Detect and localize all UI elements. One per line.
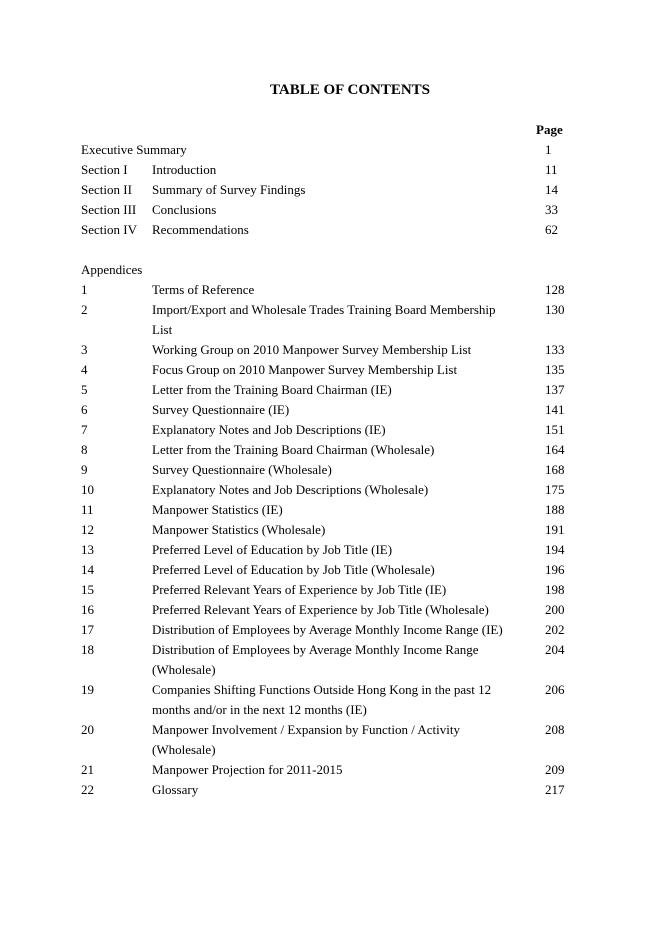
toc-list xyxy=(81,140,581,800)
toc-entry-label: 9 xyxy=(81,462,88,477)
toc-entry-page: 204 xyxy=(545,642,565,657)
toc-entry-appendix xyxy=(81,760,581,780)
toc-entry-appendix xyxy=(81,720,581,760)
toc-entry-page: 200 xyxy=(545,602,565,617)
toc-entry-appendix xyxy=(81,540,581,560)
toc-entry-page: 208 xyxy=(545,722,565,737)
toc-entry-title: Glossary xyxy=(152,782,199,797)
toc-entry-page: 206 xyxy=(545,682,565,697)
toc-entry-label: 2 xyxy=(81,302,88,317)
toc-entry-page: 175 xyxy=(545,482,565,497)
toc-entry-title: Manpower Statistics (IE) xyxy=(152,502,283,517)
toc-entry-label: 11 xyxy=(81,502,94,517)
toc-entry-page: 196 xyxy=(545,562,565,577)
toc-entry-appendix xyxy=(81,680,581,720)
toc-entry-label: 15 xyxy=(81,582,94,597)
toc-entry-page: 133 xyxy=(545,342,565,357)
toc-entry-page: 130 xyxy=(545,302,565,317)
toc-entry-appendix xyxy=(81,280,581,300)
toc-entry-page: 137 xyxy=(545,382,565,397)
toc-entry-label: 22 xyxy=(81,782,94,797)
toc-entry-label: 13 xyxy=(81,542,94,557)
toc-entry-label: 21 xyxy=(81,762,94,777)
toc-entry-appendix xyxy=(81,420,581,440)
toc-entry-page: 191 xyxy=(545,522,565,537)
toc-entry-label: 8 xyxy=(81,442,88,457)
toc-entry-appendix xyxy=(81,560,581,580)
toc-entry-appendix xyxy=(81,780,581,800)
toc-entry-label: Executive Summary xyxy=(81,142,187,157)
toc-entry-label: 1 xyxy=(81,282,88,297)
toc-entry-label: 3 xyxy=(81,342,88,357)
toc-entry-appendix xyxy=(81,520,581,540)
toc-entry-appendix xyxy=(81,360,581,380)
toc-entry-appendix xyxy=(81,580,581,600)
toc-entry-section xyxy=(81,180,581,200)
toc-entry-title: Preferred Relevant Years of Experience by Job Title (IE) xyxy=(152,582,447,597)
toc-entry-label: 19 xyxy=(81,682,94,697)
toc-entry-page: 209 xyxy=(545,762,565,777)
toc-entry-title: Distribution of Employees by Average Monthly Income Range (IE) xyxy=(152,622,503,637)
toc-entry-page: 62 xyxy=(545,222,558,237)
toc-entry-page: 217 xyxy=(545,782,565,797)
toc-entry-appendix xyxy=(81,620,581,640)
toc-entry-title: Explanatory Notes and Job Descriptions (Wholesale) xyxy=(152,482,429,497)
toc-entry-page: 202 xyxy=(545,622,565,637)
toc-entry-page: 33 xyxy=(545,202,558,217)
toc-entry-label: Section III xyxy=(81,202,137,217)
toc-entry-appendix xyxy=(81,460,581,480)
toc-entry-title: Survey Questionnaire (IE) xyxy=(152,402,290,417)
toc-entry-label: Section I xyxy=(81,162,128,177)
toc-entry-title: Conclusions xyxy=(152,202,217,217)
toc-entry-title: Letter from the Training Board Chairman (Wholesale) xyxy=(152,442,435,457)
toc-entry-page: 164 xyxy=(545,442,565,457)
toc-entry-label: 17 xyxy=(81,622,94,637)
toc-entry-page: 194 xyxy=(545,542,565,557)
toc-entry-page: 128 xyxy=(545,282,565,297)
toc-entry-title: Preferred Level of Education by Job Title (Wholesale) xyxy=(152,562,435,577)
toc-entry-title: Distribution of Employees by Average Monthly Income Range (Wholesale) xyxy=(152,642,479,677)
toc-entry-title: Introduction xyxy=(152,162,217,177)
toc-entry-page: 151 xyxy=(545,422,565,437)
toc-entry-title: Preferred Level of Education by Job Title (IE) xyxy=(152,542,393,557)
toc-entry-title: Summary of Survey Findings xyxy=(152,182,306,197)
toc-entry-title: Working Group on 2010 Manpower Survey Membership List xyxy=(152,342,472,357)
toc-entry-section xyxy=(81,200,581,220)
toc-entry-label: 18 xyxy=(81,642,94,657)
toc-entry-page: 14 xyxy=(545,182,558,197)
toc-entry-page: 141 xyxy=(545,402,565,417)
toc-entry-page: 135 xyxy=(545,362,565,377)
spacer xyxy=(81,240,581,260)
toc-entry-executive-summary xyxy=(81,140,581,160)
toc-entry-title: Import/Export and Wholesale Trades Training Board Membership List xyxy=(152,302,496,337)
toc-entry-title: Focus Group on 2010 Manpower Survey Membership List xyxy=(152,362,458,377)
toc-entry-label: 20 xyxy=(81,722,94,737)
page-column-header: Page xyxy=(536,122,563,137)
toc-entry-section xyxy=(81,220,581,240)
toc-entry-section xyxy=(81,160,581,180)
toc-entry-label: 4 xyxy=(81,362,88,377)
toc-entry-appendix xyxy=(81,300,581,340)
toc-entry-label: 6 xyxy=(81,402,88,417)
toc-entry-label: 14 xyxy=(81,562,94,577)
appendices-list xyxy=(81,280,581,800)
toc-entry-appendix xyxy=(81,400,581,420)
toc-entry-page: 168 xyxy=(545,462,565,477)
toc-entry-title: Explanatory Notes and Job Descriptions (IE) xyxy=(152,422,386,437)
toc-entry-appendix xyxy=(81,440,581,460)
toc-entry-label: 5 xyxy=(81,382,88,397)
toc-entry-title: Manpower Projection for 2011-2015 xyxy=(152,762,343,777)
toc-entry-appendix xyxy=(81,500,581,520)
sections-list xyxy=(81,160,581,240)
toc-entry-title: Survey Questionnaire (Wholesale) xyxy=(152,462,332,477)
toc-entry-title: Manpower Involvement / Expansion by Function / Activity (Wholesale) xyxy=(152,722,460,757)
toc-entry-label: Section II xyxy=(81,182,132,197)
toc-entry-appendix xyxy=(81,340,581,360)
toc-entry-title: Companies Shifting Functions Outside Hong Kong in the past 12 months and/or in the next 12 months (IE) xyxy=(152,682,492,717)
toc-entry-page: 1 xyxy=(545,142,552,157)
toc-entry-label: 12 xyxy=(81,522,94,537)
toc-entry-title: Preferred Relevant Years of Experience by Job Title (Wholesale) xyxy=(152,602,489,617)
toc-entry-label: 10 xyxy=(81,482,94,497)
toc-entry-title: Manpower Statistics (Wholesale) xyxy=(152,522,326,537)
toc-entry-label: 16 xyxy=(81,602,94,617)
toc-entry-page: 11 xyxy=(545,162,558,177)
toc-entry-title: Recommendations xyxy=(152,222,249,237)
toc-entry-label: 7 xyxy=(81,422,88,437)
toc-entry-appendix xyxy=(81,380,581,400)
toc-entry-title: Letter from the Training Board Chairman (IE) xyxy=(152,382,392,397)
appendices-heading: Appendices xyxy=(81,262,143,277)
toc-entry-appendix xyxy=(81,640,581,680)
toc-entry-page: 188 xyxy=(545,502,565,517)
toc-entry-appendix xyxy=(81,480,581,500)
toc-entry-label: Section IV xyxy=(81,222,137,237)
page-title: TABLE OF CONTENTS xyxy=(269,82,431,98)
toc-entry-appendix xyxy=(81,600,581,620)
toc-entry-page: 198 xyxy=(545,582,565,597)
toc-entry-title: Terms of Reference xyxy=(152,282,255,297)
